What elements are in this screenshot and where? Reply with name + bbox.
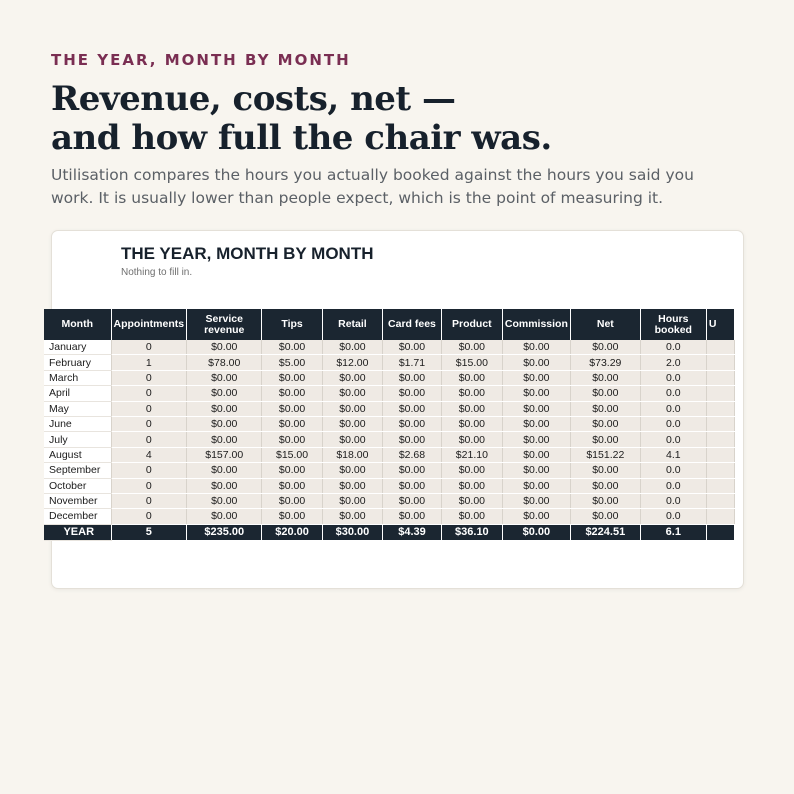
table-cell: $0.00 [502, 432, 570, 447]
table-cell: $12.00 [322, 355, 382, 370]
table-cell: $0.00 [187, 370, 262, 385]
table-cell: $0.00 [570, 493, 640, 508]
table-cell: 1 [111, 355, 187, 370]
table-cell [706, 416, 734, 431]
table-cell: $0.00 [502, 340, 570, 355]
table-cell: $0.00 [262, 432, 322, 447]
table-cell [706, 493, 734, 508]
table-cell: 0 [111, 493, 187, 508]
table-cell: $0.00 [570, 478, 640, 493]
table-cell: $0.00 [187, 432, 262, 447]
table-cell: $0.00 [570, 416, 640, 431]
column-header: Service revenue [187, 309, 262, 340]
table-cell: 0 [111, 340, 187, 355]
table-cell: $0.00 [570, 386, 640, 401]
table-cell: $78.00 [187, 355, 262, 370]
table-cell: $20.00 [262, 524, 322, 540]
table-cell: $0.00 [502, 509, 570, 524]
table-row [44, 340, 735, 355]
month-cell: November [44, 493, 111, 508]
table-cell: $15.00 [262, 447, 322, 462]
table-row [44, 401, 735, 416]
table-cell: $1.71 [383, 355, 442, 370]
month-cell: October [44, 478, 111, 493]
table-cell: $0.00 [322, 386, 382, 401]
month-cell: May [44, 401, 111, 416]
table-cell: $0.00 [441, 463, 502, 478]
table-cell: $0.00 [262, 340, 322, 355]
table-cell: 2.0 [640, 355, 706, 370]
table-cell: $4.39 [383, 524, 442, 540]
table-cell: $0.00 [322, 432, 382, 447]
table-cell: $0.00 [502, 478, 570, 493]
table-cell: $157.00 [187, 447, 262, 462]
table-cell [706, 401, 734, 416]
table-cell: 0 [111, 386, 187, 401]
table-cell: $2.68 [383, 447, 442, 462]
table-cell: $0.00 [262, 370, 322, 385]
table-cell [706, 340, 734, 355]
table-header-row [44, 309, 735, 340]
table-row [44, 432, 735, 447]
table-cell [706, 355, 734, 370]
table-cell: $0.00 [262, 509, 322, 524]
table-cell: $30.00 [322, 524, 382, 540]
table-cell: $0.00 [262, 478, 322, 493]
table-cell: $0.00 [262, 401, 322, 416]
month-cell: June [44, 416, 111, 431]
month-cell: March [44, 370, 111, 385]
headline-line-2: and how full the chair was. [51, 118, 552, 158]
month-cell: January [44, 340, 111, 355]
month-cell: April [44, 386, 111, 401]
table-cell: $0.00 [322, 509, 382, 524]
sheet-title: THE YEAR, MONTH BY MONTH [121, 244, 374, 263]
table-cell [706, 386, 734, 401]
table-cell [706, 524, 734, 540]
table-cell: $0.00 [322, 416, 382, 431]
table-cell: $15.00 [441, 355, 502, 370]
sheet-subtitle: Nothing to fill in. [121, 267, 193, 278]
month-cell: July [44, 432, 111, 447]
table-cell: $0.00 [187, 463, 262, 478]
column-header: Appointments [111, 309, 187, 340]
table-row [44, 447, 735, 462]
table-cell [706, 478, 734, 493]
table-cell: 0.0 [640, 478, 706, 493]
table-total-row [44, 524, 735, 540]
table-cell: $0.00 [441, 416, 502, 431]
table-cell: $21.10 [441, 447, 502, 462]
table-row [44, 478, 735, 493]
table-cell [706, 447, 734, 462]
table-cell: 0.0 [640, 340, 706, 355]
table-cell: $0.00 [383, 509, 442, 524]
column-header: Commission [502, 309, 570, 340]
table-cell: $151.22 [570, 447, 640, 462]
column-header: Card fees [383, 309, 442, 340]
table-row [44, 416, 735, 431]
table-cell: $0.00 [322, 401, 382, 416]
table-cell: 0.0 [640, 401, 706, 416]
table-cell [706, 370, 734, 385]
table-cell: $235.00 [187, 524, 262, 540]
table-cell: $18.00 [322, 447, 382, 462]
table-cell: $0.00 [187, 509, 262, 524]
month-cell: August [44, 447, 111, 462]
table-cell: $0.00 [502, 401, 570, 416]
table-cell: $0.00 [383, 386, 442, 401]
table-cell: 0 [111, 509, 187, 524]
column-header: Product [441, 309, 502, 340]
table-cell: $0.00 [322, 370, 382, 385]
table-cell: 4.1 [640, 447, 706, 462]
table-cell: 5 [111, 524, 187, 540]
table-cell: $5.00 [262, 355, 322, 370]
table-cell: 0 [111, 478, 187, 493]
table-cell: $0.00 [322, 493, 382, 508]
table-cell: $0.00 [441, 340, 502, 355]
spreadsheet-card [51, 230, 744, 589]
table-cell: $73.29 [570, 355, 640, 370]
table-body [44, 340, 735, 540]
table-cell: 4 [111, 447, 187, 462]
table-cell: $0.00 [502, 524, 570, 540]
table-cell: $0.00 [187, 493, 262, 508]
table-cell: $0.00 [383, 463, 442, 478]
table-cell: $0.00 [322, 463, 382, 478]
table-cell: $0.00 [570, 463, 640, 478]
table-cell: $0.00 [502, 463, 570, 478]
table-cell: 0 [111, 401, 187, 416]
table-cell: $0.00 [262, 463, 322, 478]
table-cell: 0.0 [640, 386, 706, 401]
page-headline [51, 80, 552, 158]
table-cell: $0.00 [441, 509, 502, 524]
table-cell: 0.0 [640, 493, 706, 508]
eyebrow-label: THE YEAR, MONTH BY MONTH [51, 51, 351, 69]
table-cell: 0 [111, 370, 187, 385]
table-cell: $0.00 [322, 478, 382, 493]
table-cell: $0.00 [262, 493, 322, 508]
table-cell: $0.00 [441, 432, 502, 447]
table-cell: 0.0 [640, 463, 706, 478]
column-header: U [706, 309, 734, 340]
table-cell: $0.00 [441, 493, 502, 508]
table-cell: 0.0 [640, 416, 706, 431]
table-cell: $0.00 [322, 340, 382, 355]
table-cell: $0.00 [383, 432, 442, 447]
table-cell: $0.00 [383, 370, 442, 385]
headline-line-1: Revenue, costs, net — [51, 79, 456, 119]
table-cell: $0.00 [383, 340, 442, 355]
month-cell: February [44, 355, 111, 370]
table-cell [706, 463, 734, 478]
table-cell: $0.00 [383, 416, 442, 431]
table-cell: 0.0 [640, 370, 706, 385]
table-cell: $0.00 [262, 386, 322, 401]
table-cell: $0.00 [570, 370, 640, 385]
table-cell: $0.00 [570, 432, 640, 447]
table-row [44, 509, 735, 524]
table-cell: $0.00 [383, 401, 442, 416]
table-cell: $224.51 [570, 524, 640, 540]
table-cell: 0 [111, 416, 187, 431]
table-row [44, 355, 735, 370]
column-header: Tips [262, 309, 322, 340]
month-cell: December [44, 509, 111, 524]
table-cell [706, 509, 734, 524]
table-cell: $36.10 [441, 524, 502, 540]
table-cell: 0.0 [640, 432, 706, 447]
table-row [44, 463, 735, 478]
monthly-summary-table [44, 309, 735, 541]
table-cell: $0.00 [187, 386, 262, 401]
table-cell: $0.00 [502, 493, 570, 508]
table-cell: $0.00 [570, 340, 640, 355]
table-cell: $0.00 [502, 416, 570, 431]
column-header: Retail [322, 309, 382, 340]
table-cell: $0.00 [383, 478, 442, 493]
table-cell: $0.00 [570, 401, 640, 416]
intro-paragraph: Utilisation compares the hours you actually booked against the hours you said you work. It is usually lower than people expect, which is the point of measuring it. [51, 166, 694, 207]
table-cell: $0.00 [441, 478, 502, 493]
table-cell: $0.00 [570, 509, 640, 524]
month-cell: YEAR [44, 524, 111, 540]
table-cell: $0.00 [502, 355, 570, 370]
table-cell: $0.00 [187, 340, 262, 355]
table-cell: $0.00 [441, 386, 502, 401]
table-row [44, 370, 735, 385]
table-cell: $0.00 [502, 386, 570, 401]
table-cell: $0.00 [187, 478, 262, 493]
table-cell: 0.0 [640, 509, 706, 524]
column-header: Month [44, 309, 111, 340]
table-row [44, 493, 735, 508]
column-header: Hours booked [640, 309, 706, 340]
table-cell: $0.00 [441, 370, 502, 385]
table-cell: $0.00 [441, 401, 502, 416]
table-cell: $0.00 [383, 493, 442, 508]
table-cell: $0.00 [502, 447, 570, 462]
column-header: Net [570, 309, 640, 340]
table-cell: $0.00 [262, 416, 322, 431]
table-cell: 0 [111, 463, 187, 478]
month-cell: September [44, 463, 111, 478]
table-cell: 0 [111, 432, 187, 447]
table-cell: $0.00 [187, 401, 262, 416]
table-cell [706, 432, 734, 447]
table-cell: $0.00 [502, 370, 570, 385]
table-row [44, 386, 735, 401]
table-cell: 6.1 [640, 524, 706, 540]
table-cell: $0.00 [187, 416, 262, 431]
